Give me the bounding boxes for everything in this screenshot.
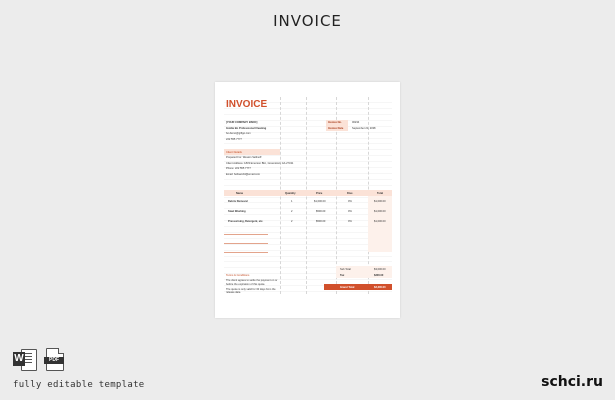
invoice-title: INVOICE — [226, 99, 268, 110]
word-icon — [13, 348, 35, 370]
word-icon-letter: W — [14, 353, 24, 364]
terms-line: The client agrees to settle the payment on or — [226, 279, 278, 282]
row-qty: 2 — [291, 219, 293, 223]
header-disc: Disc. — [347, 191, 354, 195]
client-email: Email: helloworld@email.com — [226, 172, 261, 176]
total-column-band — [368, 196, 392, 252]
row-total: $1,000.00 — [374, 210, 386, 213]
row-qty: 2 — [291, 210, 293, 213]
company-phone: 222 555 7777 — [226, 137, 242, 141]
company-tagline: Goldie Bo Professional Cleaning — [226, 126, 267, 130]
editable-caption: fully editable template — [13, 380, 145, 390]
invoice-number-label: Invoice No. — [328, 121, 342, 124]
client-prepared-for: Prepared For: Weston Sellinoff — [226, 156, 262, 159]
row-price: $500.00 — [316, 210, 326, 213]
row-name: Steel Washing — [228, 210, 246, 213]
brand-logo: schci.ru — [541, 374, 603, 390]
invoice-date-label: Invoice Date — [328, 126, 344, 130]
row-price: $1,000.00 — [314, 200, 326, 203]
company-email: bo.demo@giftgo.com — [226, 132, 251, 135]
pdf-icon-label: PDF — [44, 357, 64, 364]
terms-label: Terms & Conditions — [226, 274, 250, 277]
row-divider — [224, 252, 268, 253]
client-phone: Phone: 222 555 7777 — [226, 167, 251, 170]
invoice-number: 00234 — [352, 121, 360, 124]
row-price: $500.00 — [316, 219, 326, 223]
client-address: Client Address: 1833 Emerson Bld., Greentown, GA 27431 — [226, 161, 294, 165]
invoice-preview — [215, 82, 400, 318]
client-section-label: Client Details — [226, 150, 242, 154]
tax-label: Tax — [340, 274, 345, 277]
row-divider — [224, 234, 268, 235]
terms-line: The quote is only valid for 30 days from the — [226, 287, 276, 291]
row-disc: 0% — [348, 200, 352, 203]
tax-value: $300.00 — [374, 274, 384, 277]
company-name: [YOUR COMPANY BSOO] — [226, 121, 258, 124]
subtotal-value: $3,000.00 — [374, 268, 386, 271]
row-qty: 1 — [291, 200, 293, 203]
row-total: $1,000.00 — [374, 219, 386, 223]
invoice-grid — [224, 97, 392, 294]
pdf-icon — [44, 348, 64, 370]
table-header-row — [224, 190, 392, 196]
page-title: INVOICE — [273, 12, 342, 30]
terms-line: release date. — [226, 291, 241, 294]
header-total: Total — [377, 191, 384, 195]
grand-total-label: Grand Total — [340, 285, 355, 289]
subtotal-label: Sub Total — [340, 268, 351, 271]
row-name: Pressurising, Detergent, etc. — [228, 219, 264, 223]
row-divider — [224, 243, 268, 244]
invoice-date: September 21, 2038 — [352, 126, 376, 130]
grand-total-value: $3,300.00 — [374, 285, 386, 289]
terms-line: before the expiration of this quote. — [226, 282, 266, 286]
header-price: Price — [316, 191, 323, 195]
row-total: $1,000.00 — [374, 200, 386, 203]
row-disc: 0% — [348, 210, 352, 213]
row-disc: 0% — [348, 219, 352, 223]
header-name: Name — [236, 191, 244, 195]
header-quantity: Quantity — [285, 191, 296, 195]
row-name: Debris Removal — [228, 200, 248, 203]
